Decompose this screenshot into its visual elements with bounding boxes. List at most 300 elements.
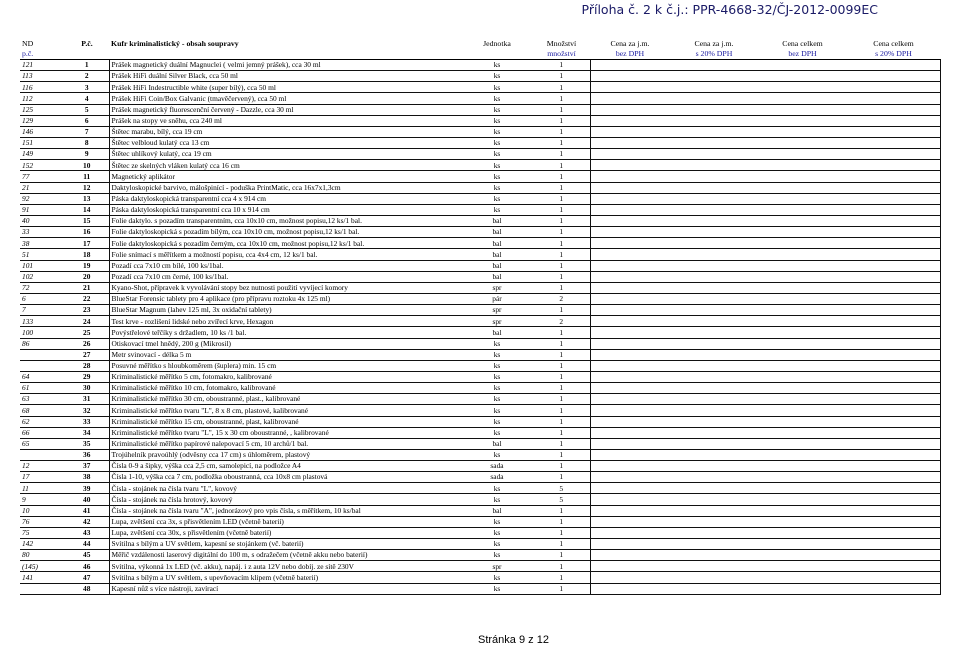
- row-pc: 27: [65, 349, 109, 360]
- row-price-ex: [590, 438, 670, 449]
- row-total-ex: [758, 427, 847, 438]
- row-pc: 20: [65, 271, 109, 282]
- row-pc: 10: [65, 160, 109, 171]
- row-unit: ks: [461, 160, 533, 171]
- row-total-inc: [847, 149, 940, 160]
- table-title: Kufr kriminalistický - obsah soupravy: [111, 39, 239, 49]
- row-price-inc: [670, 394, 758, 405]
- table-row: [20, 394, 940, 405]
- row-price-ex: [590, 104, 670, 115]
- row-total-inc: [847, 338, 940, 349]
- row-unit: ks: [461, 583, 533, 594]
- row-unit: ks: [461, 60, 533, 71]
- row-total-inc: [847, 383, 940, 394]
- col-price-inc-subheader: s 20% DPH: [670, 49, 758, 60]
- row-price-ex: [590, 405, 670, 416]
- row-price-ex: [590, 182, 670, 193]
- row-price-ex: [590, 137, 670, 148]
- row-price-inc: [670, 160, 758, 171]
- row-total-inc: [847, 472, 940, 483]
- row-total-ex: [758, 60, 847, 71]
- row-unit: bal: [461, 271, 533, 282]
- row-price-ex: [590, 360, 670, 371]
- row-unit: bal: [461, 505, 533, 516]
- row-pc: 5: [65, 104, 109, 115]
- table-row: [20, 349, 940, 360]
- row-pc: 35: [65, 438, 109, 449]
- row-total-inc: [847, 193, 940, 204]
- page-number: Stránka 9 z 12: [478, 634, 549, 646]
- row-total-ex: [758, 449, 847, 460]
- row-description: Měřič vzdálenosti laserový digitální do 100 m, s odražečem (včetně akku nebo baterií): [109, 550, 461, 561]
- row-description: Folie daktyloskopická s pozadím bílým, cca 10x10 cm, možnost popisu,12 ks/1 bal.: [109, 227, 461, 238]
- row-total-inc: [847, 115, 940, 126]
- row-total-ex: [758, 583, 847, 594]
- row-nd: 63: [20, 394, 65, 405]
- row-total-ex: [758, 171, 847, 182]
- row-quantity: 1: [533, 260, 590, 271]
- row-quantity: 1: [533, 438, 590, 449]
- row-total-inc: [847, 550, 940, 561]
- table-row: [20, 438, 940, 449]
- table-row: [20, 327, 940, 338]
- row-unit: ks: [461, 449, 533, 460]
- row-total-ex: [758, 438, 847, 449]
- row-quantity: 1: [533, 227, 590, 238]
- row-total-ex: [758, 271, 847, 282]
- row-unit: ks: [461, 204, 533, 215]
- row-unit: ks: [461, 371, 533, 382]
- table-row: [20, 215, 940, 226]
- row-nd: 38: [20, 238, 65, 249]
- row-total-ex: [758, 249, 847, 260]
- row-description: Svítilna s bílým a UV světlem, kapesní se stojánkem (vč. baterií): [109, 539, 461, 550]
- row-unit: ks: [461, 193, 533, 204]
- row-description: Magnetický aplikátor: [109, 171, 461, 182]
- row-unit: pár: [461, 293, 533, 304]
- row-price-inc: [670, 527, 758, 538]
- table-row: [20, 483, 940, 494]
- row-nd: 100: [20, 327, 65, 338]
- row-nd: 65: [20, 438, 65, 449]
- row-description: Štětec uhlíkový kulatý, cca 19 cm: [109, 149, 461, 160]
- row-nd: [20, 449, 65, 460]
- row-quantity: 1: [533, 305, 590, 316]
- row-unit: ks: [461, 349, 533, 360]
- col-unit-header: Jednotka: [483, 39, 511, 49]
- row-price-ex: [590, 449, 670, 460]
- row-nd: 112: [20, 93, 65, 104]
- row-unit: ks: [461, 360, 533, 371]
- row-price-inc: [670, 293, 758, 304]
- row-unit: ks: [461, 338, 533, 349]
- row-unit: ks: [461, 115, 533, 126]
- row-pc: 33: [65, 416, 109, 427]
- row-price-ex: [590, 394, 670, 405]
- table-row: [20, 93, 940, 104]
- table-row: [20, 583, 940, 594]
- row-quantity: 1: [533, 505, 590, 516]
- row-pc: 26: [65, 338, 109, 349]
- table-row: [20, 238, 940, 249]
- row-total-ex: [758, 494, 847, 505]
- table-row: [20, 527, 940, 538]
- row-total-inc: [847, 260, 940, 271]
- row-pc: 13: [65, 193, 109, 204]
- table-row: [20, 160, 940, 171]
- row-unit: bal: [461, 215, 533, 226]
- row-unit: ks: [461, 93, 533, 104]
- row-unit: ks: [461, 182, 533, 193]
- row-price-inc: [670, 115, 758, 126]
- row-description: Kriminalistické měřítko papírové nalepovací 5 cm, 10 archů/1 bal.: [109, 438, 461, 449]
- row-price-inc: [670, 494, 758, 505]
- table-row: [20, 137, 940, 148]
- row-description: Lupa, zvětšení cca 3x, s přisvětlením LED (včetně baterií): [109, 516, 461, 527]
- row-description: Posuvné měřítko s hloubkoměrem (šuplera) min. 15 cm: [109, 360, 461, 371]
- row-nd: [20, 360, 65, 371]
- row-price-inc: [670, 516, 758, 527]
- row-description: Prášek magnetický fluorescenční červený - Dazzle, cca 30 ml: [109, 104, 461, 115]
- row-price-ex: [590, 550, 670, 561]
- row-price-inc: [670, 338, 758, 349]
- row-price-ex: [590, 160, 670, 171]
- row-price-inc: [670, 427, 758, 438]
- row-total-inc: [847, 293, 940, 304]
- row-quantity: 1: [533, 572, 590, 583]
- row-quantity: 5: [533, 483, 590, 494]
- row-price-ex: [590, 126, 670, 137]
- row-unit: ks: [461, 572, 533, 583]
- row-pc: 9: [65, 149, 109, 160]
- row-price-ex: [590, 227, 670, 238]
- row-unit: bal: [461, 238, 533, 249]
- row-description: Pozadí cca 7x10 cm černé, 100 ks/1bal.: [109, 271, 461, 282]
- row-pc: 22: [65, 293, 109, 304]
- row-total-inc: [847, 327, 940, 338]
- table-row: [20, 227, 940, 238]
- row-pc: 7: [65, 126, 109, 137]
- table-row: [20, 126, 940, 137]
- col-qty-header: Množství: [546, 39, 577, 49]
- row-price-ex: [590, 539, 670, 550]
- row-pc: 37: [65, 461, 109, 472]
- row-pc: 42: [65, 516, 109, 527]
- page-header: Příloha č. 2 k č.j.: PPR-4668-32/ČJ-2012-0099EC: [581, 2, 878, 17]
- row-price-ex: [590, 305, 670, 316]
- row-total-ex: [758, 282, 847, 293]
- row-quantity: 1: [533, 338, 590, 349]
- row-price-inc: [670, 82, 758, 93]
- row-price-inc: [670, 182, 758, 193]
- row-nd: 116: [20, 82, 65, 93]
- row-nd: 125: [20, 104, 65, 115]
- table-row: [20, 461, 940, 472]
- row-price-ex: [590, 115, 670, 126]
- row-price-inc: [670, 483, 758, 494]
- header-spacer: [109, 49, 461, 60]
- row-price-inc: [670, 438, 758, 449]
- col-nd-header: ND: [22, 39, 34, 49]
- row-quantity: 1: [533, 104, 590, 115]
- row-price-inc: [670, 204, 758, 215]
- row-total-inc: [847, 249, 940, 260]
- row-total-inc: [847, 494, 940, 505]
- row-quantity: 1: [533, 204, 590, 215]
- row-description: Čísla - stojánek na čísla hrotový, kovový: [109, 494, 461, 505]
- row-total-ex: [758, 416, 847, 427]
- row-description: Pozadí cca 7x10 cm bílé, 100 ks/1bal.: [109, 260, 461, 271]
- table-row: [20, 383, 940, 394]
- row-price-ex: [590, 483, 670, 494]
- row-quantity: 1: [533, 137, 590, 148]
- row-price-ex: [590, 494, 670, 505]
- row-description: Štětec velbloud kulatý cca 13 cm: [109, 137, 461, 148]
- row-total-ex: [758, 293, 847, 304]
- table-row: [20, 71, 940, 82]
- row-nd: 91: [20, 204, 65, 215]
- row-price-inc: [670, 71, 758, 82]
- row-nd: 142: [20, 539, 65, 550]
- row-description: Otiskovací tmel hnědý, 200 g (Mikrosil): [109, 338, 461, 349]
- row-total-inc: [847, 204, 940, 215]
- row-description: Prášek magnetický duální Magnuclei ( velmi jemný prášek), cca 30 ml: [109, 60, 461, 71]
- row-price-ex: [590, 149, 670, 160]
- row-total-ex: [758, 561, 847, 572]
- row-nd: 10: [20, 505, 65, 516]
- row-description: Kriminalistické měřítko 5 cm, fotomakro, kalibrované: [109, 371, 461, 382]
- row-total-ex: [758, 472, 847, 483]
- table-row: [20, 282, 940, 293]
- row-total-inc: [847, 427, 940, 438]
- row-price-ex: [590, 293, 670, 304]
- table-row: [20, 371, 940, 382]
- row-total-inc: [847, 505, 940, 516]
- row-nd: 62: [20, 416, 65, 427]
- row-pc: 46: [65, 561, 109, 572]
- row-quantity: 1: [533, 349, 590, 360]
- row-unit: spr: [461, 282, 533, 293]
- row-description: Kriminalistické měřítko tvaru "L", 8 x 8 cm, plastové, kalibrované: [109, 405, 461, 416]
- row-total-ex: [758, 316, 847, 327]
- table-row: [20, 416, 940, 427]
- row-pc: 24: [65, 316, 109, 327]
- row-price-inc: [670, 271, 758, 282]
- row-pc: 47: [65, 572, 109, 583]
- row-price-ex: [590, 204, 670, 215]
- row-description: Prášek HiFi duální Silver Black, cca 50 ml: [109, 71, 461, 82]
- row-pc: 21: [65, 282, 109, 293]
- row-pc: 14: [65, 204, 109, 215]
- row-total-ex: [758, 394, 847, 405]
- row-unit: bal: [461, 249, 533, 260]
- row-pc: 32: [65, 405, 109, 416]
- row-unit: bal: [461, 260, 533, 271]
- row-description: Lupa, zvětšení cca 30x, s přisvětlením (včetně baterií): [109, 527, 461, 538]
- row-description: Štětec marabu, bílý, cca 19 cm: [109, 126, 461, 137]
- row-quantity: 1: [533, 60, 590, 71]
- row-pc: 43: [65, 527, 109, 538]
- row-quantity: 1: [533, 539, 590, 550]
- row-price-ex: [590, 427, 670, 438]
- row-unit: spr: [461, 561, 533, 572]
- row-quantity: 1: [533, 383, 590, 394]
- row-total-inc: [847, 271, 940, 282]
- row-nd: 61: [20, 383, 65, 394]
- row-pc: 16: [65, 227, 109, 238]
- row-description: Čísla 0-9 a šipky, výška cca 2,5 cm, samolepicí, na podložce A4: [109, 461, 461, 472]
- row-total-ex: [758, 505, 847, 516]
- row-total-inc: [847, 539, 940, 550]
- row-unit: ks: [461, 171, 533, 182]
- row-total-ex: [758, 182, 847, 193]
- row-price-ex: [590, 371, 670, 382]
- row-quantity: 1: [533, 193, 590, 204]
- row-price-ex: [590, 193, 670, 204]
- row-total-inc: [847, 416, 940, 427]
- row-price-inc: [670, 461, 758, 472]
- row-total-inc: [847, 360, 940, 371]
- row-total-ex: [758, 461, 847, 472]
- table-row: [20, 360, 940, 371]
- row-nd: 133: [20, 316, 65, 327]
- table-row: [20, 271, 940, 282]
- row-price-inc: [670, 227, 758, 238]
- col-pc-header: P.č.: [81, 39, 93, 49]
- row-unit: ks: [461, 427, 533, 438]
- row-price-ex: [590, 171, 670, 182]
- row-unit: bal: [461, 327, 533, 338]
- row-price-ex: [590, 316, 670, 327]
- row-pc: 45: [65, 550, 109, 561]
- row-total-ex: [758, 527, 847, 538]
- row-total-inc: [847, 316, 940, 327]
- row-unit: sada: [461, 461, 533, 472]
- row-total-ex: [758, 550, 847, 561]
- row-price-inc: [670, 193, 758, 204]
- row-pc: 11: [65, 171, 109, 182]
- row-nd: 101: [20, 260, 65, 271]
- row-quantity: 2: [533, 316, 590, 327]
- header-spacer: [461, 49, 533, 60]
- row-pc: 15: [65, 215, 109, 226]
- row-description: Folie daktyloskopická s pozadím černým, cca 10x10 cm, možnost popisu,12 ks/1 bal.: [109, 238, 461, 249]
- row-nd: 9: [20, 494, 65, 505]
- row-price-inc: [670, 505, 758, 516]
- row-total-inc: [847, 71, 940, 82]
- row-description: Povýstřelové teřčíky s držadlem, 10 ks /1 bal.: [109, 327, 461, 338]
- row-unit: ks: [461, 416, 533, 427]
- col-price-inc-header: Cena za j.m.: [694, 39, 734, 49]
- row-description: Čísla - stojánek na čísla tvaru "L", kovový: [109, 483, 461, 494]
- table-row: [20, 449, 940, 460]
- row-nd: [20, 583, 65, 594]
- row-total-ex: [758, 539, 847, 550]
- row-unit: ks: [461, 126, 533, 137]
- row-total-inc: [847, 126, 940, 137]
- row-quantity: 1: [533, 215, 590, 226]
- row-description: Páska daktyloskopická transparentní cca 4 x 914 cm: [109, 193, 461, 204]
- row-description: Trojúhelník pravoúhlý (odvěsny cca 17 cm) s úhloměrem, plastový: [109, 449, 461, 460]
- row-pc: 23: [65, 305, 109, 316]
- header-row-bottom: [20, 49, 940, 60]
- row-quantity: 1: [533, 449, 590, 460]
- table-row: [20, 405, 940, 416]
- row-price-inc: [670, 137, 758, 148]
- row-pc: 17: [65, 238, 109, 249]
- header-row-top: [20, 39, 940, 49]
- row-price-inc: [670, 149, 758, 160]
- row-quantity: 1: [533, 282, 590, 293]
- row-unit: ks: [461, 383, 533, 394]
- row-quantity: 1: [533, 461, 590, 472]
- table-row: [20, 561, 940, 572]
- row-unit: bal: [461, 227, 533, 238]
- row-total-ex: [758, 516, 847, 527]
- col-price-ex-subheader: bez DPH: [590, 49, 670, 60]
- row-price-inc: [670, 539, 758, 550]
- row-nd: 92: [20, 193, 65, 204]
- row-price-ex: [590, 271, 670, 282]
- col-total-ex-subheader: bez DPH: [758, 49, 847, 60]
- row-description: Daktyloskopické barvivo, málošpinící - poduška PrintMatic, cca 16x7x1,3cm: [109, 182, 461, 193]
- row-price-inc: [670, 126, 758, 137]
- row-description: Kriminalistické měřítko 15 cm, oboustranné, plast, kalibrované: [109, 416, 461, 427]
- row-total-ex: [758, 305, 847, 316]
- row-description: BlueStar Magnum (lahev 125 ml, 3x oxidační tablety): [109, 305, 461, 316]
- row-description: Čísla 1-10, výška cca 7 cm, podložka oboustranná, cca 10x8 cm plastová: [109, 472, 461, 483]
- row-total-ex: [758, 227, 847, 238]
- row-total-inc: [847, 60, 940, 71]
- row-nd: 121: [20, 60, 65, 71]
- row-quantity: 1: [533, 583, 590, 594]
- row-quantity: 1: [533, 182, 590, 193]
- row-price-ex: [590, 461, 670, 472]
- row-price-inc: [670, 316, 758, 327]
- table-row: [20, 338, 940, 349]
- row-pc: 18: [65, 249, 109, 260]
- row-total-inc: [847, 215, 940, 226]
- row-unit: ks: [461, 539, 533, 550]
- col-nd-subheader: p.č.: [20, 49, 65, 60]
- row-total-ex: [758, 260, 847, 271]
- row-price-ex: [590, 349, 670, 360]
- row-nd: 75: [20, 527, 65, 538]
- row-price-ex: [590, 561, 670, 572]
- row-total-inc: [847, 572, 940, 583]
- col-total-ex-header: Cena celkem: [782, 39, 823, 49]
- row-price-inc: [670, 104, 758, 115]
- row-pc: 19: [65, 260, 109, 271]
- row-nd: 40: [20, 215, 65, 226]
- row-total-inc: [847, 238, 940, 249]
- row-quantity: 1: [533, 93, 590, 104]
- row-pc: 38: [65, 472, 109, 483]
- row-quantity: 1: [533, 249, 590, 260]
- row-total-ex: [758, 215, 847, 226]
- row-price-inc: [670, 305, 758, 316]
- row-nd: 72: [20, 282, 65, 293]
- row-quantity: 1: [533, 171, 590, 182]
- row-total-inc: [847, 282, 940, 293]
- row-price-inc: [670, 360, 758, 371]
- row-pc: 40: [65, 494, 109, 505]
- row-total-ex: [758, 327, 847, 338]
- row-total-ex: [758, 572, 847, 583]
- row-total-ex: [758, 115, 847, 126]
- row-quantity: 1: [533, 394, 590, 405]
- row-description: Metr svinovací - délka 5 m: [109, 349, 461, 360]
